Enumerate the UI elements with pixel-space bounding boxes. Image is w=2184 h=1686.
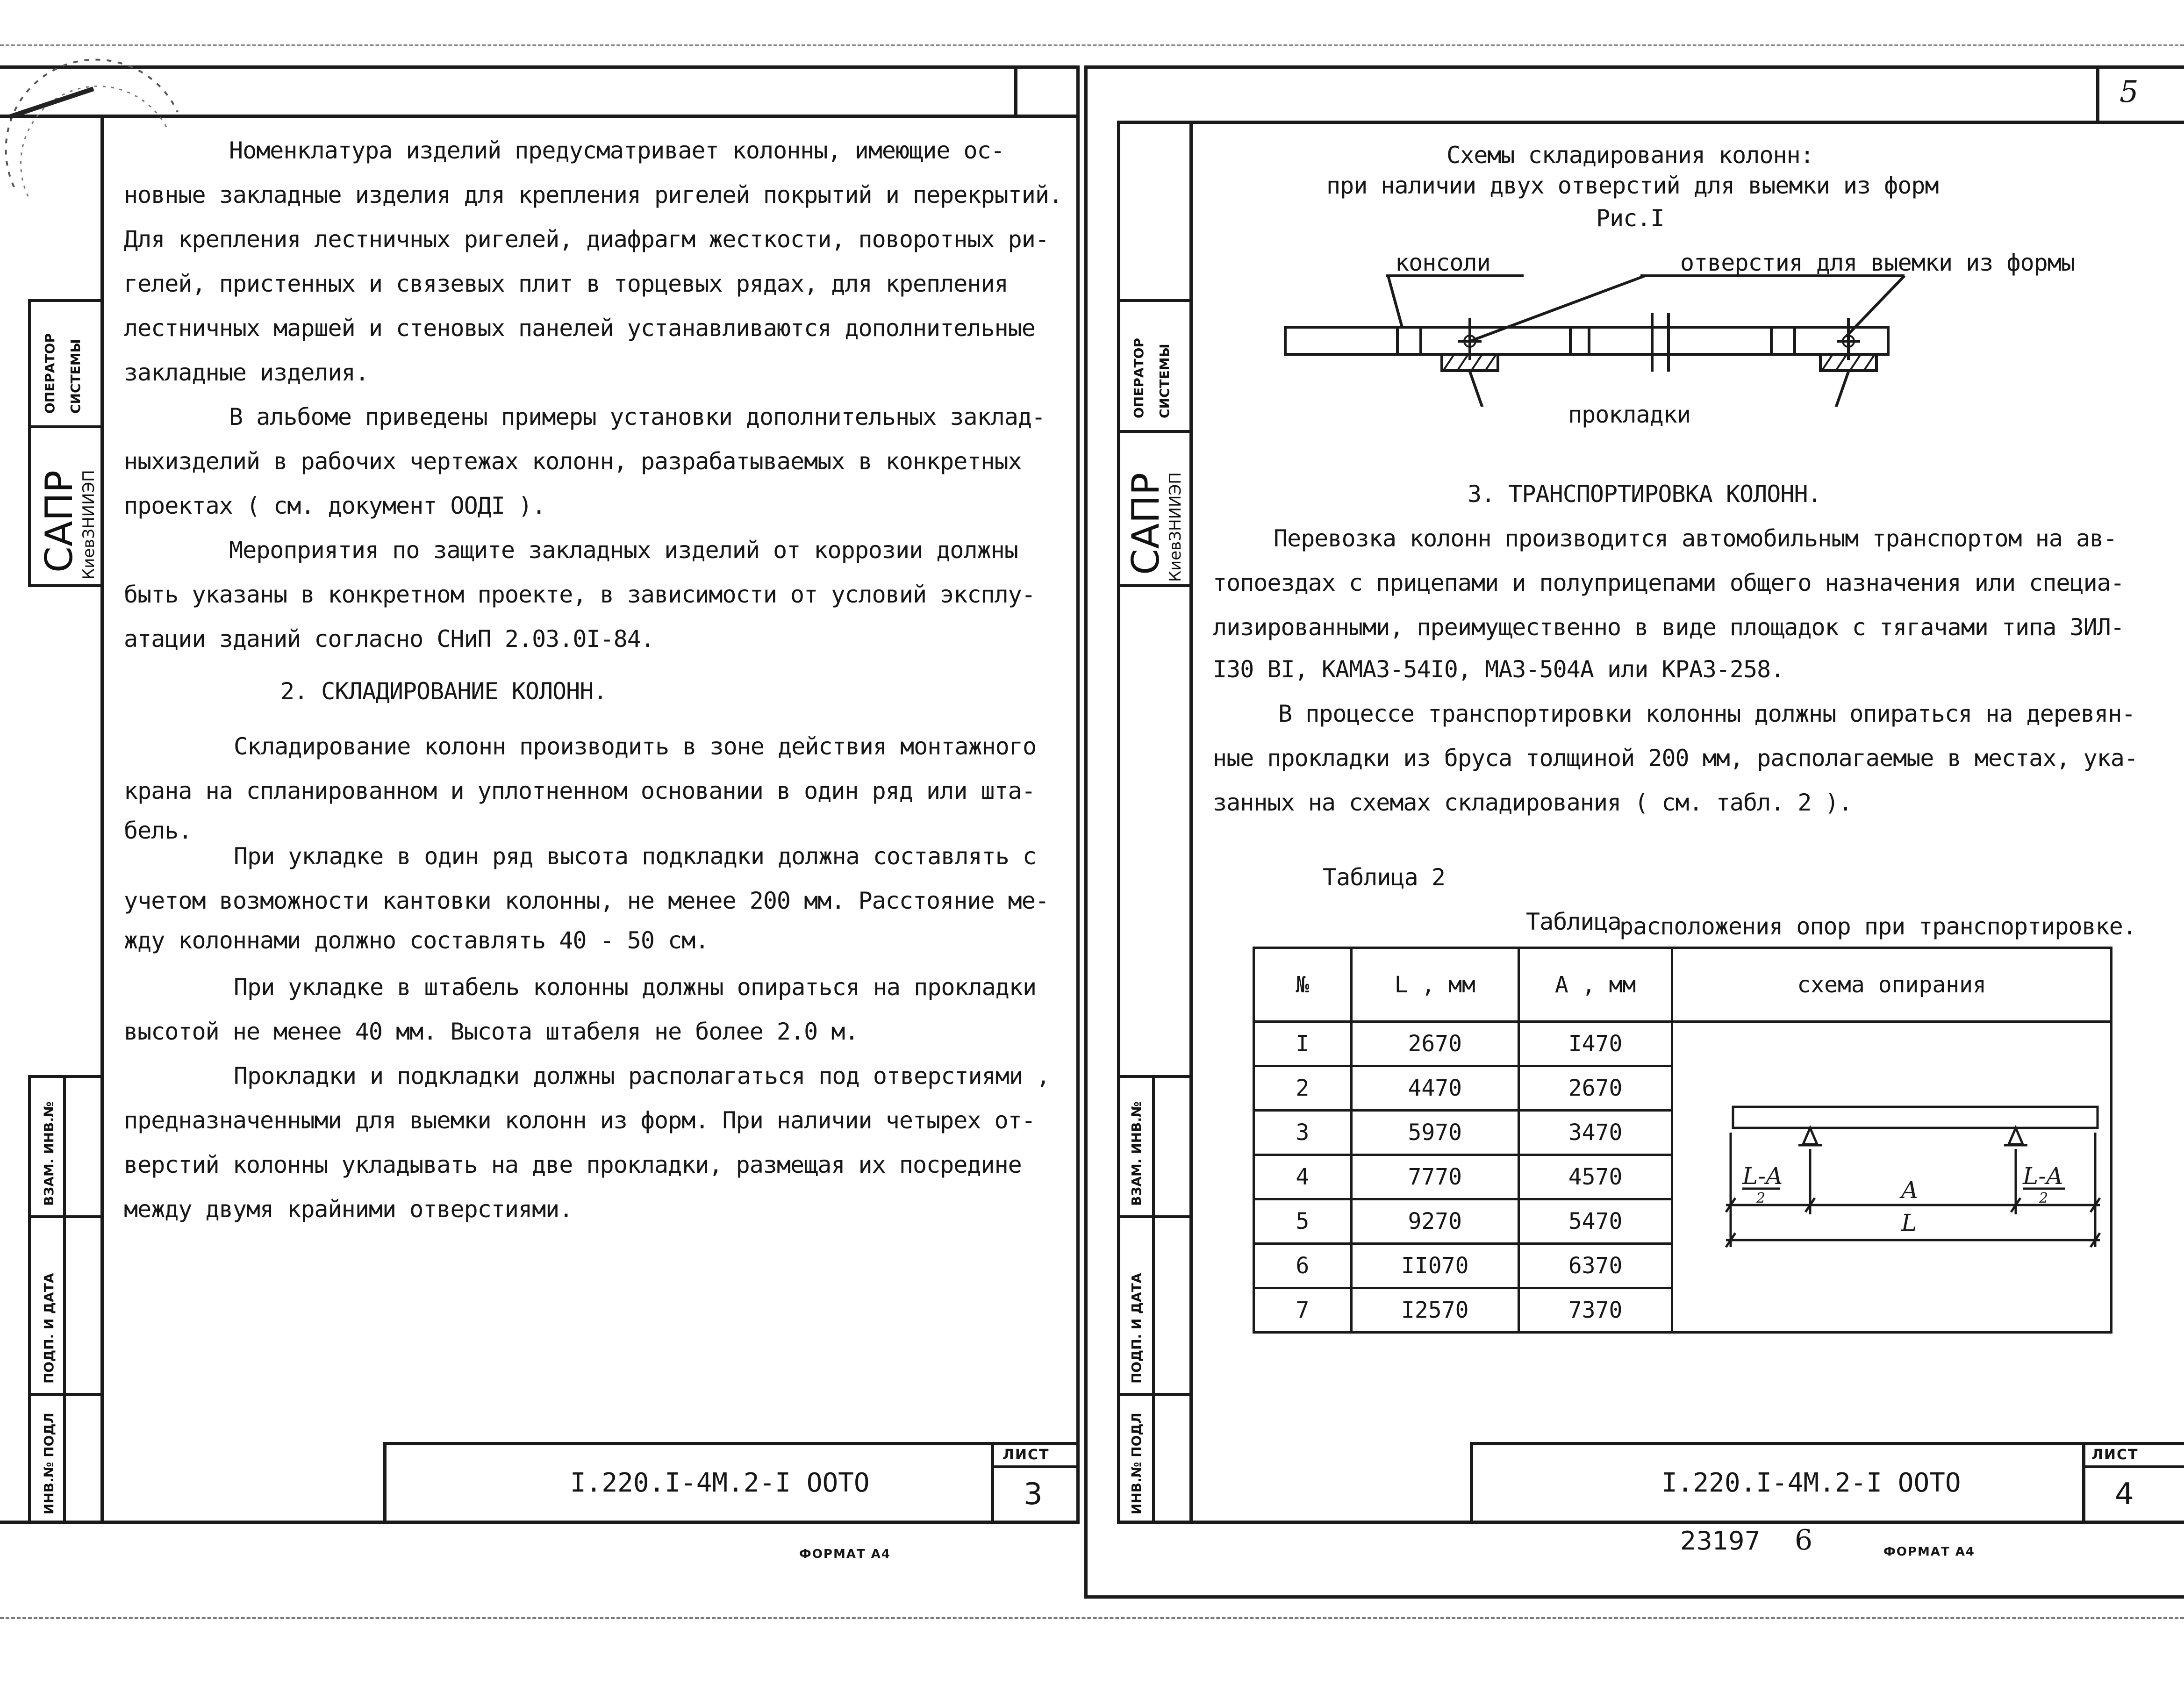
left-stamp-vert-2 bbox=[28, 1075, 31, 1524]
row-2-number: 2 bbox=[1254, 1066, 1352, 1111]
section-3-title: 3. ТРАНСПОРТИРОВКА КОЛОНН. bbox=[1468, 481, 1821, 508]
right-para-line-3: лизированными, преимущественно в виде площадок с тягачами типа ЗИЛ- bbox=[1213, 614, 2124, 641]
row-1-number: I bbox=[1254, 1022, 1352, 1066]
left-para2-line-12: между двумя крайними отверстиями. bbox=[124, 1196, 573, 1223]
scheme-label-right-two: 2 bbox=[2039, 1190, 2048, 1206]
row-3-a: 3470 bbox=[1518, 1111, 1672, 1155]
left-sheet-label: ЛИСТ bbox=[1002, 1447, 1050, 1463]
right-inner-top-rule bbox=[1117, 121, 2184, 124]
left-para-line-9: проектах ( см. документ ООДI ). bbox=[124, 492, 546, 519]
row-4-number: 4 bbox=[1254, 1155, 1352, 1199]
left-sheet-cell-rule bbox=[991, 1465, 1080, 1468]
row-4-a: 4570 bbox=[1518, 1155, 1672, 1199]
label-pads: прокладки bbox=[1568, 401, 1690, 428]
figure-title-2: при наличии двух отверстий для выемки из форм bbox=[1326, 172, 1939, 199]
right-sheet-label: ЛИСТ bbox=[2091, 1447, 2139, 1463]
right-sheet-number: 4 bbox=[2115, 1477, 2134, 1512]
right-stamp-vert bbox=[1152, 1075, 1155, 1524]
row-5-length: 9270 bbox=[1351, 1199, 1518, 1244]
left-para2-line-8: высотой не менее 40 мм. Высота штабеля не более 2.0 м. bbox=[124, 1018, 859, 1045]
right-vzam-label: ВЗАМ. ИНВ.№ bbox=[1129, 1101, 1144, 1206]
scheme-label-bottom: L bbox=[1901, 1209, 1917, 1236]
header-number: № bbox=[1254, 948, 1352, 1022]
left-stamp-column-rule bbox=[100, 115, 104, 1524]
left-para2-line-10: предназначенными для выемки колонн из форм. При наличии четырех от- bbox=[124, 1107, 1035, 1134]
scheme-label-left-two: 2 bbox=[1756, 1190, 1765, 1206]
scheme-label-left: L-A bbox=[1742, 1162, 1783, 1190]
section-2-title: 2. СКЛАДИРОВАНИЕ КОЛОНН. bbox=[280, 678, 607, 705]
scheme-label-right: L-A bbox=[2022, 1162, 2063, 1190]
row-2-length: 4470 bbox=[1351, 1066, 1518, 1111]
left-para2-line-4: При укладке в один ряд высота подкладки должна составлять с bbox=[234, 843, 1037, 870]
row-1-length: 2670 bbox=[1351, 1022, 1518, 1066]
left-stamp-sep-1 bbox=[28, 299, 103, 302]
left-para2-line-7: При укладке в штабель колонны должны опираться на прокладки bbox=[234, 974, 1037, 1001]
left-inv-label: ИНВ.№ ПОДЛ bbox=[41, 1413, 57, 1514]
left-para-line-4: гелей, пристенных и связевых плит в торцевых рядах, для крепления bbox=[124, 270, 1008, 297]
table-label: Таблица 2 bbox=[1323, 864, 1445, 891]
right-para-line-5: В процессе транспортировки колонны должны опираться на деревян- bbox=[1278, 700, 2135, 727]
left-para-line-3: Для крепления лестничных ригелей, диафрагм жесткости, поворотных ри- bbox=[124, 226, 1049, 253]
left-institute-label: КиевЗНИИЭП bbox=[79, 470, 98, 580]
left-para-line-8: ныхизделий в рабочих чертежах колонн, разрабатываемых в конкретных bbox=[124, 448, 1022, 475]
handwritten-page-number: 6 bbox=[1795, 1524, 1813, 1557]
figure-title-3: Рис.I bbox=[1596, 205, 1664, 232]
left-doc-code: I.220.I-4M.2-I OOTO bbox=[570, 1468, 870, 1498]
left-para2-line-6: жду колоннами должно составлять 40 - 50 см. bbox=[124, 927, 709, 954]
left-vzam-label: ВЗАМ. ИНВ.№ bbox=[41, 1101, 57, 1206]
row-1-a: I470 bbox=[1518, 1022, 1672, 1066]
left-stamp-vert bbox=[28, 299, 31, 584]
left-para2-line-2: крана на спланированном и уплотненном основании в один ряд или шта- bbox=[124, 777, 1035, 804]
row-7-number: 7 bbox=[1254, 1288, 1352, 1333]
row-5-a: 5470 bbox=[1518, 1199, 1672, 1244]
left-podp-label: ПОДП. И ДАТА bbox=[41, 1273, 57, 1384]
left-stamp-vert-3 bbox=[63, 1075, 66, 1524]
right-institute-label: КиевЗНИИЭП bbox=[1166, 472, 1185, 582]
figure-title-1: Схемы складирования колонн: bbox=[1446, 142, 1814, 169]
right-inv-label: ИНВ.№ ПОДЛ bbox=[1129, 1413, 1144, 1514]
right-operator-label-2: СИСТЕМЫ bbox=[1157, 344, 1172, 418]
scheme-label-mid: A bbox=[1901, 1177, 1918, 1204]
right-sheet-cell-rule bbox=[2082, 1465, 2184, 1468]
header-scheme: схема опирания bbox=[1672, 948, 2112, 1022]
right-format-label: ФОРМАТ А4 bbox=[1883, 1545, 1975, 1559]
right-sheet-cell-divider bbox=[2082, 1442, 2085, 1524]
storage-scheme-drawing bbox=[1262, 266, 2103, 407]
header-a: A , мм bbox=[1518, 948, 1672, 1022]
header-length: L , мм bbox=[1351, 948, 1518, 1022]
right-stamp-sep-3 bbox=[1117, 584, 1192, 587]
label-consoles: консоли bbox=[1395, 249, 1490, 276]
right-stamp-sep-1 bbox=[1117, 299, 1192, 302]
right-stamp-sep-2 bbox=[1117, 430, 1192, 433]
right-operator-label-1: ОПЕРАТОР bbox=[1131, 338, 1146, 418]
right-top-tab-divider bbox=[2096, 65, 2099, 122]
left-para-line-6: закладные изделия. bbox=[124, 359, 369, 386]
left-para-line-5: лестничных маршей и стеновых панелей устанавливаются дополнительные bbox=[124, 315, 1035, 342]
right-para-line-1: Перевозка колонн производится автомобильным транспортом на ав- bbox=[1274, 525, 2117, 552]
row-6-a: 6370 bbox=[1518, 1244, 1672, 1288]
left-sheet-number: 3 bbox=[1024, 1477, 1043, 1512]
left-para2-line-3: бель. bbox=[124, 817, 192, 844]
left-para-line-1: Номенклатура изделий предусматривает колонны, имеющие ос- bbox=[229, 137, 1004, 164]
left-sheet-cell-divider bbox=[991, 1442, 994, 1524]
scheme-cell bbox=[1672, 1022, 2112, 1333]
row-4-length: 7770 bbox=[1351, 1155, 1518, 1199]
left-para2-line-1: Складирование колонн производить в зоне действия монтажного bbox=[234, 733, 1037, 760]
support-table bbox=[1253, 947, 2112, 1334]
row-3-length: 5970 bbox=[1351, 1111, 1518, 1155]
left-para-line-7: В альбоме приведены примеры установки дополнительных заклад- bbox=[229, 403, 1045, 430]
scan-bottom-edge bbox=[0, 1617, 2184, 1619]
left-operator-label-1: ОПЕРАТОР bbox=[42, 333, 57, 414]
right-para-line-6: ные прокладки из бруса толщиной 200 мм, располагаемые в местах, ука- bbox=[1213, 745, 2138, 772]
left-para-line-10: Мероприятия по защите закладных изделий от коррозии должны bbox=[229, 537, 1018, 564]
left-para-line-12: атации зданий согласно СНиП 2.03.0I-84. bbox=[124, 625, 654, 653]
right-para-line-7: занных на схемах складирования ( см. табл. 2 ). bbox=[1213, 789, 1852, 816]
right-stamp-column-left bbox=[1117, 121, 1120, 1523]
right-stamp-column-rule bbox=[1189, 121, 1193, 1523]
right-podp-label: ПОДП. И ДАТА bbox=[1129, 1273, 1144, 1384]
right-corner-number: 5 bbox=[2120, 75, 2139, 109]
scan-top-edge bbox=[0, 44, 2184, 46]
left-para2-line-5: учетом возможности кантовки колонны, не менее 200 мм. Расстояние ме- bbox=[124, 887, 1049, 914]
row-7-a: 7370 bbox=[1518, 1288, 1672, 1333]
table-caption-text: расположения опор при транспортировке. bbox=[1619, 913, 2136, 940]
left-top-tab-divider bbox=[1014, 65, 1017, 117]
left-para2-line-9: Прокладки и подкладки должны располагаться под отверстиями , bbox=[234, 1062, 1050, 1090]
support-scheme-diagram bbox=[1682, 1027, 2102, 1327]
row-6-number: 6 bbox=[1254, 1244, 1352, 1288]
left-stamp-sep-3 bbox=[28, 584, 103, 587]
right-doc-code: I.220.I-4M.2-I OOTO bbox=[1661, 1468, 1961, 1498]
handwritten-archive-number: 23197 bbox=[1680, 1526, 1761, 1556]
left-format-label: ФОРМАТ А4 bbox=[799, 1547, 891, 1561]
left-para-line-2: новные закладные изделия для крепления ригелей покрытий и перекрытий. bbox=[124, 181, 1063, 208]
right-para-line-2: топоездах с прицепами и полуприцепами общего назначения или специа- bbox=[1213, 569, 2124, 596]
right-para-line-4: I30 BI, КАМАЗ-54I0, МАЗ-504А или КРАЗ-258. bbox=[1213, 656, 1784, 683]
left-sapr-label: САПР bbox=[37, 470, 81, 573]
row-3-number: 3 bbox=[1254, 1111, 1352, 1155]
row-5-number: 5 bbox=[1254, 1199, 1352, 1244]
left-para-line-11: быть указаны в конкретном проекте, в зависимости от условий эксплу- bbox=[124, 581, 1035, 608]
label-holes: отверстия для выемки из формы bbox=[1680, 249, 2075, 276]
table-caption-word: Таблица bbox=[1526, 908, 1621, 935]
left-stamp-sep-2 bbox=[28, 425, 103, 428]
left-para2-line-11: верстий колонны укладывать на две прокладки, размещая их посредине bbox=[124, 1151, 1022, 1178]
left-operator-label-2: СИСТЕМЫ bbox=[68, 339, 83, 414]
right-sapr-label: САПР bbox=[1124, 473, 1167, 575]
row-7-length: I2570 bbox=[1351, 1288, 1518, 1333]
row-6-length: II070 bbox=[1351, 1244, 1518, 1288]
row-2-a: 2670 bbox=[1518, 1066, 1672, 1111]
